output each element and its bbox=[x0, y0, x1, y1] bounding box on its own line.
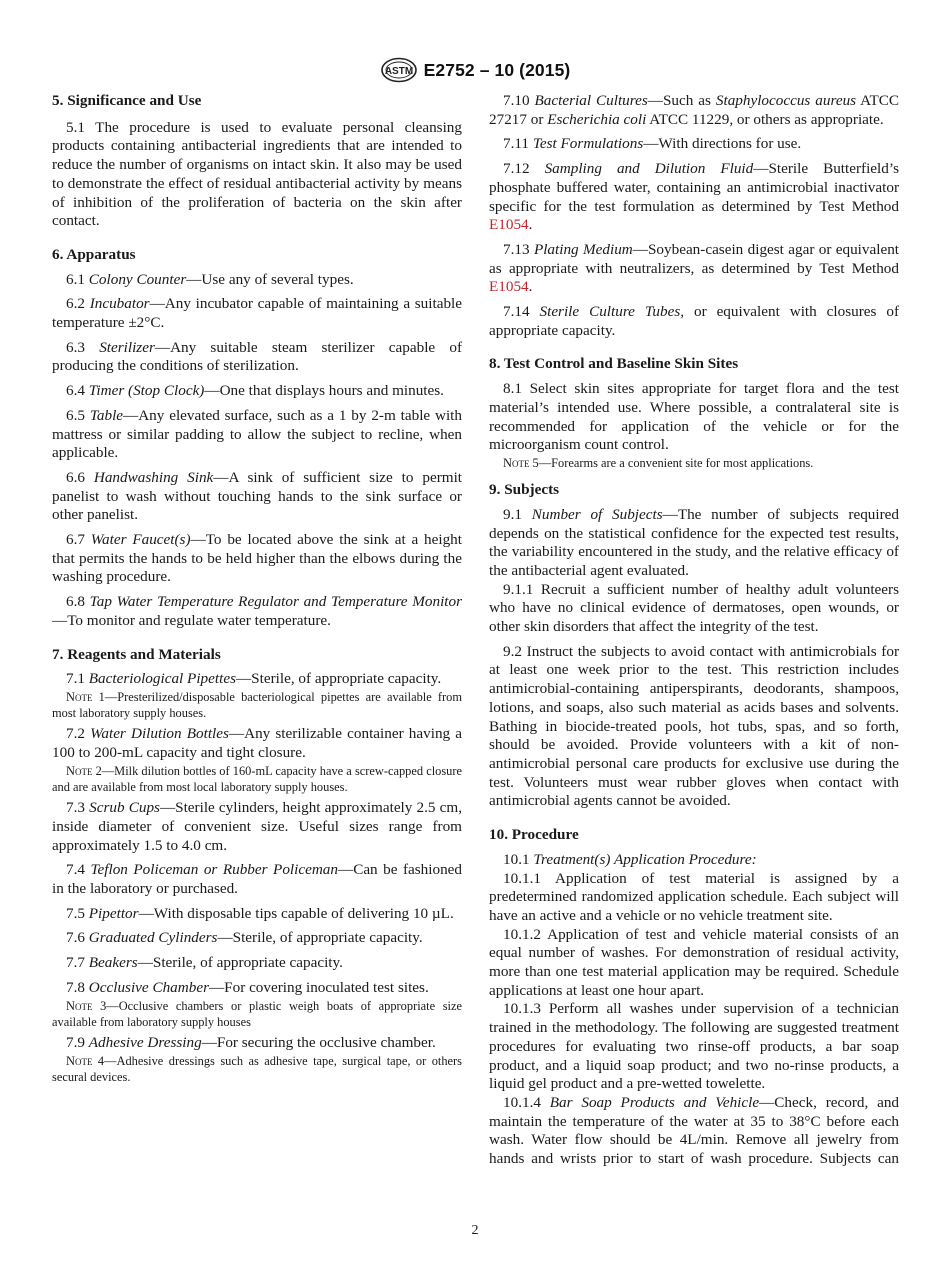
reference-e1054-link[interactable]: E1054 bbox=[489, 216, 529, 234]
document-designation: E2752 – 10 (2015) bbox=[423, 59, 571, 80]
left-column bbox=[52, 92, 462, 1089]
paragraph-7-4: 7.4 Teflon Policeman or Rubber Policeman—Can be fashioned in the laboratory or purchased. bbox=[52, 861, 463, 898]
paragraph-6-4: 6.4 Timer (Stop Clock)—One that displays hours and minutes. bbox=[66, 382, 444, 400]
section-6-title: 6. Apparatus bbox=[52, 245, 136, 263]
paragraph-9-1-1: 9.1.1 Recruit a sufficient number of healthy adult volunteers who have no clinical evidence of dermatoses, open wounds, or other skin disorders that affect the integrity of the test. bbox=[489, 580, 899, 636]
section-7-title: 7. Reagents and Materials bbox=[52, 645, 221, 663]
paragraph-8-1: 8.1 Select skin sites appropriate for target flora and the test material’s intended use. Where possible, a contralateral site is recommended for application of the vehicle or for the microorganism count control. bbox=[489, 380, 899, 454]
paragraph-7-14: 7.14 Sterile Culture Tubes, or equivalent with closures of appropriate capacity. bbox=[489, 303, 900, 339]
paragraph-6-6: 6.6 Handwashing Sink—A sink of sufficient size to permit panelist to wash without touching hands to the sink surface or other panelist. bbox=[52, 468, 463, 524]
paragraph-7-9: 7.9 Adhesive Dressing—For securing the occlusive chamber. bbox=[66, 1033, 436, 1051]
paragraph-7-2: 7.2 Water Dilution Bottles—Any sterilizable container having a 100 to 200-mL capacity and tight closure. bbox=[52, 725, 463, 762]
paragraph-6-2: 6.2 Incubator—Any incubator capable of maintaining a suitable temperature ±2°C. bbox=[52, 295, 463, 332]
paragraph-7-13: 7.13 Plating Medium—Soybean-casein digest agar or equivalent as appropriate with neutralizers, as determined by Test Method E1054. bbox=[489, 240, 900, 296]
paragraph-10-1: 10.1 Treatment(s) Application Procedure: bbox=[503, 850, 757, 868]
paragraph-6-7: 6.7 Water Faucet(s)—To be located above the sink at a height that permits the hands to be held higher than the elbows during the washing procedure. bbox=[52, 531, 462, 586]
paragraph-6-5: 6.5 Table—Any elevated surface, such as a 1 by 2-m table with mattress or similar padding to allow the subject to recline, when applicable. bbox=[52, 406, 462, 462]
section-10-title: 10. Procedure bbox=[489, 826, 579, 844]
paragraph-9-1: 9.1 Number of Subjects—The number of subjects required depends on the statistical confidence for the expected test results, the variability encountered in the study, and the relative efficacy of the antibacterial agent evaluated. bbox=[489, 505, 900, 579]
note-4: Note 4—Adhesive dressings such as adhesive tape, surgical tape, or others secural devices. bbox=[52, 1053, 462, 1084]
page-header bbox=[0, 56, 950, 84]
paragraph-6-8: 6.8 Tap Water Temperature Regulator and Temperature Monitor—To monitor and regulate water temperature. bbox=[52, 593, 463, 629]
paragraph-6-1: 6.1 Colony Counter—Use any of several types. bbox=[66, 270, 354, 288]
paragraph-10-1-1: 10.1.1 Application of test material is assigned by a predetermined randomized application schedule. Each subject will have an active and a vehicle or no vehicle treatment site. bbox=[489, 869, 899, 924]
section-5-title: 5. Significance and Use bbox=[52, 92, 202, 109]
section-9-title: 9. Subjects bbox=[489, 481, 560, 499]
right-column bbox=[489, 92, 899, 1169]
paragraph-10-1-3: 10.1.3 Perform all washes under supervision of a technician trained in the methodology. The following are suggested treatment procedures for evaluating two rinse-off products, a bar soap product, and a liquid soap product; and two no-rinse products, a liquid gel product and a pre-wetted towelette. bbox=[489, 1000, 899, 1093]
paragraph-5-1: 5.1 The procedure is used to evaluate personal cleansing products containing antibacterial ingredients that are intended to reduce the number of organisms on intact skin. It also may be used to demonstrate the effect of residual antibacterial activity by means of inhibition of the proliferation of bacteria on the skin after contact. bbox=[52, 118, 462, 230]
reference-e1054-link[interactable]: E1054 bbox=[489, 278, 529, 296]
paragraph-7-8: 7.8 Occlusive Chamber—For covering inoculated test sites. bbox=[66, 978, 429, 996]
paragraph-7-11: 7.11 Test Formulations—With directions for use. bbox=[503, 135, 802, 153]
paragraph-10-1-2: 10.1.2 Application of test and vehicle material consists of an equal number of washes. For demonstration of residual activity, more than one test material application may be required. Schedule applications at least one hour apart. bbox=[489, 925, 899, 999]
note-1: Note 1—Presterilized/disposable bacteriological pipettes are available from most laboratory supply houses. bbox=[52, 689, 462, 721]
paragraph-7-6: 7.6 Graduated Cylinders—Sterile, of appropriate capacity. bbox=[66, 929, 423, 947]
paragraph-10-1-4: 10.1.4 Bar Soap Products and Vehicle—Check, record, and maintain the temperature of the water at 35 to 38°C before each wash. Water flow should be 4L/min. Remove all jewelry from hands and wrists prior to start of wash procedure. Subjects can bbox=[489, 1093, 900, 1168]
paragraph-7-3: 7.3 Scrub Cups—Sterile cylinders, height approximately 2.5 cm, inside diameter of convenient size. Useful sizes range from approximately 1.5 to 4.0 cm. bbox=[52, 799, 462, 854]
paragraph-7-5: 7.5 Pipettor—With disposable tips capable of delivering 10 µL. bbox=[66, 904, 454, 922]
paragraph-7-10: 7.10 Bacterial Cultures—Such as Staphylococcus aureus ATCC 27217 or Escherichia coli ATCC 11229, or others as appropriate. bbox=[489, 92, 900, 128]
paragraph-9-2: 9.2 Instruct the subjects to avoid contact with antimicrobials for at least one week prior to the test. This restriction includes antimicrobial-containing antiperspirants, deodorants, shampoos, lotions, and soaps, also such material as acids bases and solvents. Bathing in biocide-treated pools, hot tubs, spas, and so forth, should be avoided. Provide volunteers with a kit of non-antimicrobial personal care products for exclusive use during the test. Volunteers must wear rubber gloves when contact with antimicrobial agents cannot be avoided. bbox=[489, 642, 899, 810]
paragraph-7-7: 7.7 Beakers—Sterile, of appropriate capacity. bbox=[66, 954, 343, 972]
note-5: Note 5—Forearms are a convenient site for most applications. bbox=[503, 455, 814, 470]
page-number: 2 bbox=[471, 1223, 479, 1238]
note-3: Note 3—Occlusive chambers or plastic weigh boats of appropriate size available from laboratory supply houses bbox=[52, 998, 462, 1029]
astm-logo-icon bbox=[380, 57, 418, 83]
paragraph-7-1: 7.1 Bacteriological Pipettes—Sterile, of appropriate capacity. bbox=[66, 670, 442, 688]
section-8-title: 8. Test Control and Baseline Skin Sites bbox=[489, 355, 739, 373]
svg-text:ASTM: ASTM bbox=[384, 66, 413, 77]
paragraph-6-3: 6.3 Sterilizer—Any suitable steam sterilizer capable of producing the conditions of sterilization. bbox=[52, 338, 463, 375]
paragraph-7-12: 7.12 Sampling and Dilution Fluid—Sterile Butterfield’s phosphate buffered water, containing an antimicrobial inactivator specific for the test formulation as determined by Test Method E1054. bbox=[489, 160, 899, 234]
note-2: Note 2—Milk dilution bottles of 160-mL capacity have a screw-capped closure and are available from most local laboratory supply houses. bbox=[52, 763, 462, 794]
